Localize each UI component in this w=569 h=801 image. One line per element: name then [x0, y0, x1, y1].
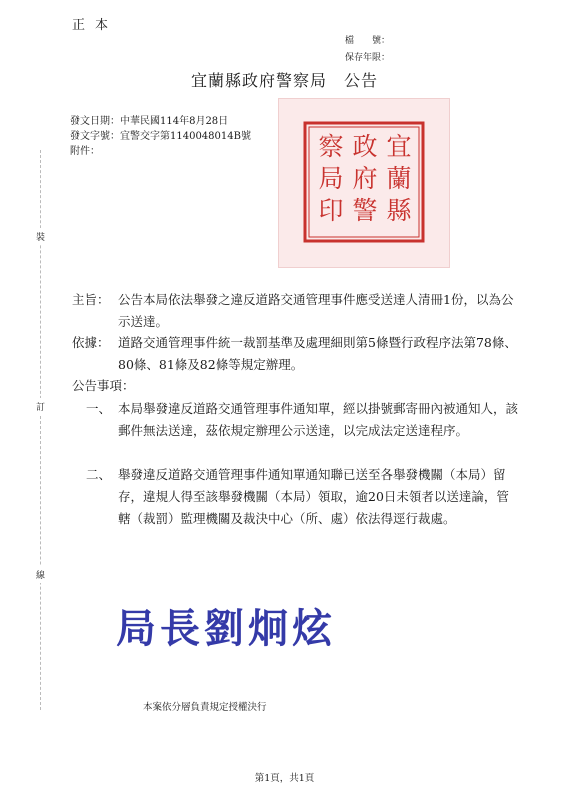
official-seal: [278, 98, 450, 268]
seal-char: 宜: [386, 132, 412, 161]
binding-mark: 裝: [36, 228, 45, 245]
seal-char: 局: [318, 164, 344, 193]
seal-char: 縣: [386, 196, 412, 225]
file-number-label: 檔 號：: [345, 36, 391, 46]
binding-mark: 線: [36, 566, 45, 583]
retention-label: 保存年限：: [345, 53, 391, 63]
document-title: 宜蘭縣政府警察局 公告: [190, 71, 378, 90]
seal-char: 政: [352, 132, 378, 161]
notice-label: 公告事項：: [72, 378, 135, 393]
subject-text: 公告本局依法舉發之違反道路交通管理事件應受送達人清冊1份，以為公示送達。: [118, 292, 514, 329]
notice-item-text: 本局舉發違反道路交通管理事件通知單，經以掛號郵寄冊內被通知人，該郵件無法送達，茲依規定辦理公示送達，以完成法定送達程序。: [118, 401, 519, 438]
delegation-note: 本案依分層負責規定授權決行: [143, 702, 267, 713]
director-signature: 局長劉炯炫: [116, 606, 336, 652]
subject-label: 主旨：: [72, 292, 110, 307]
page-number: 第1頁，共1頁: [254, 773, 315, 784]
seal-char: 警: [352, 196, 378, 225]
attachment-label: 附件：: [70, 146, 100, 157]
notice-item-number: 二、: [86, 467, 112, 482]
basis-label: 依據：: [72, 335, 110, 350]
notice-item-number: 一、: [86, 401, 112, 416]
binding-mark: 訂: [36, 398, 45, 415]
copy-label: 正本: [72, 18, 119, 33]
notice-item-text: 舉發違反道路交通管理事件通知單通知聯已送至各舉發機關（本局）留存，違規人得至該舉發機關（本局）領取，逾20日未領者以送達論，管轄（裁罰）監理機關及裁決中心（所、處）依法得逕行裁處。: [118, 467, 509, 526]
issue-number: 發文字號：宜警交字第1140048014B號: [70, 131, 251, 142]
seal-char: 蘭: [386, 164, 412, 193]
issue-date: 發文日期：中華民國114年8月28日: [70, 116, 229, 127]
seal-char: 府: [352, 164, 378, 193]
seal-char: 印: [318, 196, 344, 225]
basis-text: 道路交通管理事件統一裁罰基準及處理細則第5條暨行政程序法第78條、80條、81條及82條等規定辦理。: [118, 335, 517, 372]
seal-image: [279, 99, 449, 267]
seal-char: 察: [318, 132, 344, 161]
